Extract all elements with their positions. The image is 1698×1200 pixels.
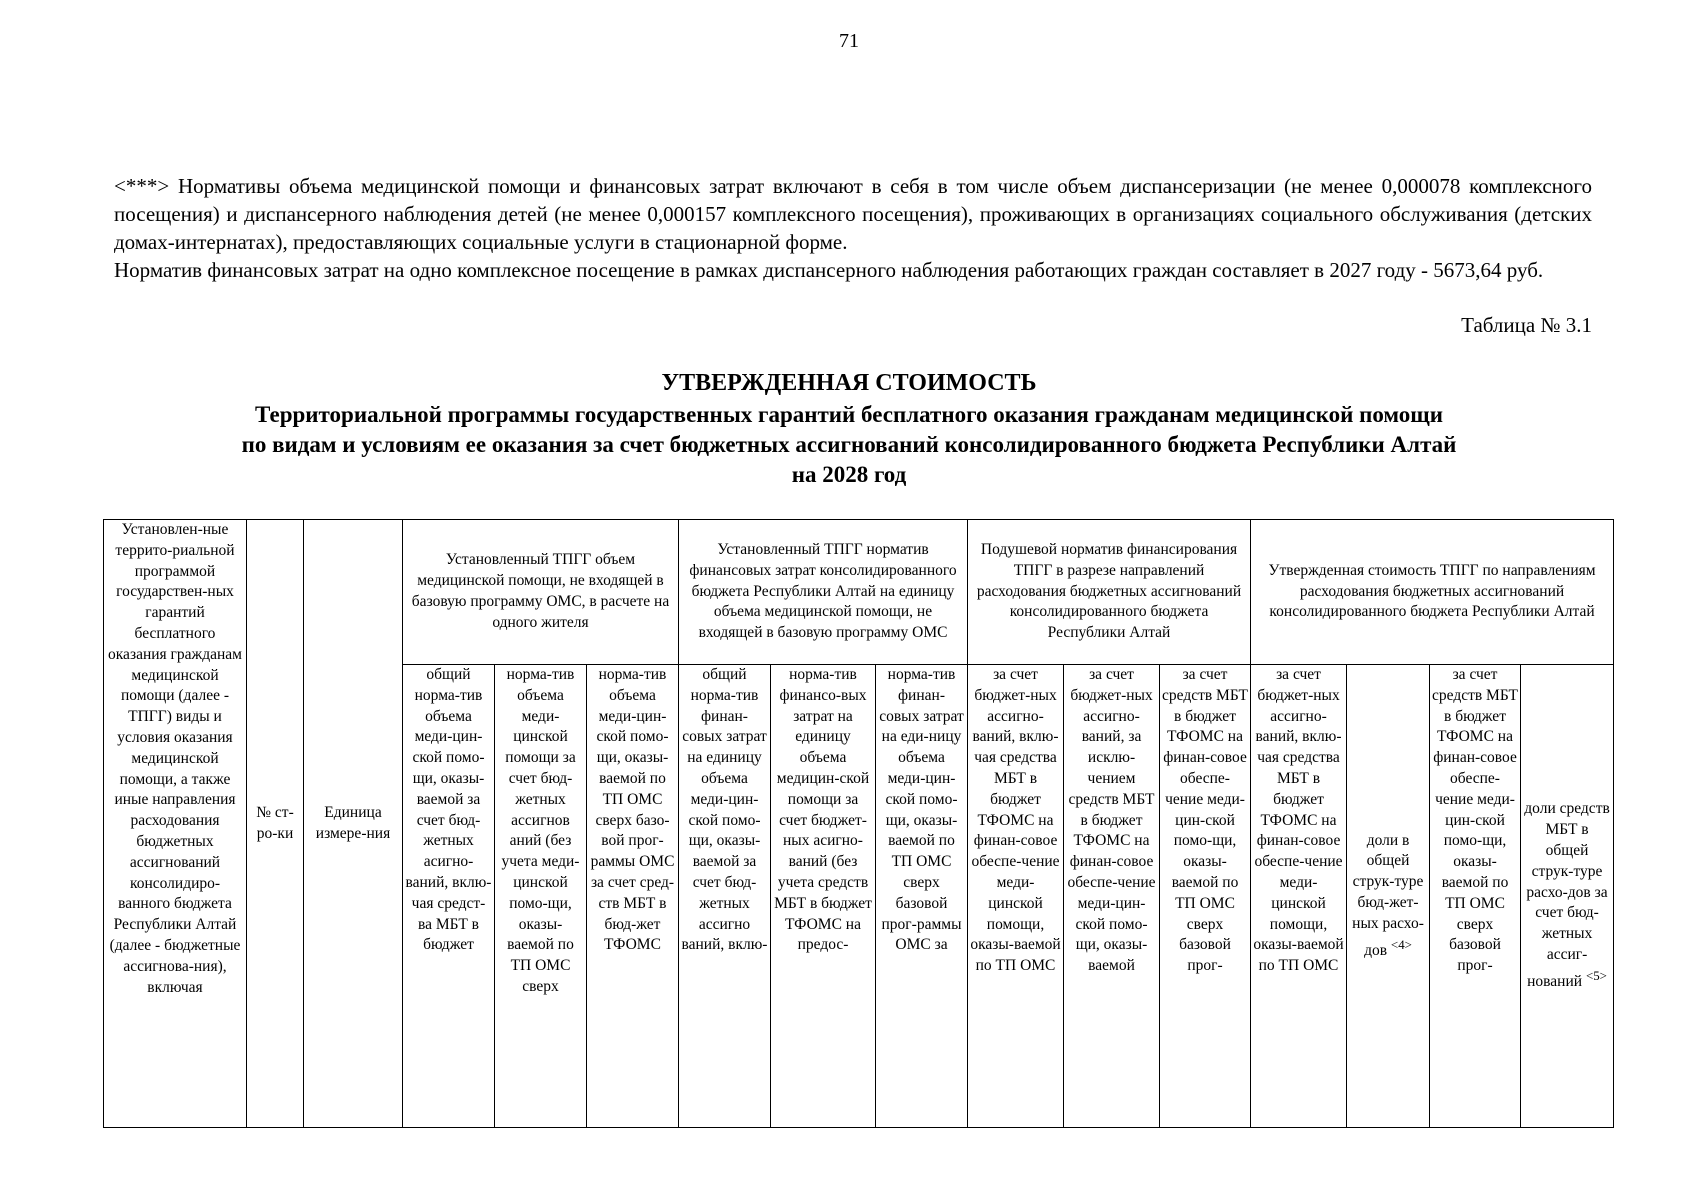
cost-table	[103, 519, 1614, 1128]
subheader-cell: за счет бюджет-ных ассигно-ваний, вклю-чая средства МБТ в бюджет ТФОМС на финан-совое обеспе-чение меди-цинской помощи, оказы-ваемой по ТП ОМС	[1251, 665, 1347, 1128]
heading-line: по видам и условиям ее оказания за счет бюджетных ассигнований консолидированного бюджета Республики Алтай	[241, 432, 1457, 457]
subheader-cell: общий норма-тив финан-совых затрат на единицу объема меди-цин-ской помо-щи, оказы-ваемой за счет бюд-жетных ассигно ваний, вклю-	[679, 665, 771, 1128]
footnote-paragraph: <***> Нормативы объема медицинской помощи и финансовых затрат включают в себя в том числе объем диспансеризации (не менее 0,000078 комплексного посещения) и диспансерного наблюдения детей (не менее 0,000157 комплексного посещения), проживающих в организациях социального обслуживания (детских домах-интернатах), предоставляющих социальные услуги в стационарной форме.	[114, 174, 1592, 254]
subheader-share-mbt-text: доли средств МБТ в общей струк-туре расхо-дов за счет бюд-жетных ассиг-нований	[1524, 800, 1610, 990]
header-group-cost: Установленный ТПГГ норматив финансовых затрат консолидированного бюджета Республики Алтай на единицу объема медицинской помощи, не входящей в базовую программу ОМС	[679, 520, 968, 665]
subheader-cell: норма-тив объема меди-цин-ской помо-щи, оказы-ваемой по ТП ОМС сверх базо-вой прог-раммы ОМС за счет сред-ств МБТ в бюд-жет ТФОМС	[587, 665, 679, 1128]
subheader-share-budget	[1347, 665, 1430, 1128]
footnote-ref-5: <5>	[1585, 967, 1607, 983]
subheader-cell: норма-тив финан-совых затрат на еди-ницу объема меди-цин-ской помо-щи, оказы-ваемой по ТП ОМС сверх базовой прог-раммы ОМС за	[876, 665, 968, 1128]
heading-line: на 2028 год	[791, 462, 907, 487]
subheader-share-mbt	[1521, 665, 1614, 1128]
table-number: Таблица № 3.1	[1461, 313, 1592, 337]
header-unit: Единица измере-ния	[304, 520, 403, 1128]
heading-line: Территориальной программы государственных гарантий бесплатного оказания гражданам медицинской помощи	[255, 402, 1443, 427]
subheader-cell: норма-тив финансо-вых затрат на единицу объема медицин-ской помощи за счет бюджет-ных асигно-ваний (без учета средств МБТ в бюджет ТФОМС на предос-	[771, 665, 876, 1128]
header-group-approved-cost: Утвержденная стоимость ТПГГ по направлениям расходования бюджетных ассигнований консолидированного бюджета Республики Алтай	[1251, 520, 1614, 665]
header-group-volume: Установленный ТПГГ объем медицинской помощи, не входящей в базовую программу ОМС, в расчете на одного жителя	[403, 520, 679, 665]
subheader-cell: норма-тив объема меди-цинской помощи за счет бюд-жетных ассигнов аний (без учета меди-цинской помо-щи, оказы-ваемой по ТП ОМС сверх	[495, 665, 587, 1128]
table-heading	[0, 368, 1698, 490]
subheader-cell: за счет бюджет-ных ассигно-ваний, вклю-чая средства МБТ в бюджет ТФОМС на финан-совое обеспе-чение меди-цинской помощи, оказы-ваемой по ТП ОМС	[968, 665, 1064, 1128]
footnote-paragraph: Норматив финансовых затрат на одно комплексное посещение в рамках диспансерного наблюдения работающих граждан составляет в 2027 году - 5673,64 руб.	[114, 258, 1544, 282]
page-number: 71	[839, 30, 859, 52]
header-care-type: Установлен-ные террито-риальной программой государствен-ных гарантий бесплатного оказания гражданам медицинской помощи (далее - ТПГГ) виды и условия оказания медицинской помощи, а также иные направления расходования бюджетных ассигнований консолидиро-ванного бюджета Республики Алтай (далее - бюджетные ассигнова-ния), включая	[104, 520, 247, 1128]
subheader-cell: за счет средств МБТ в бюджет ТФОМС на финан-совое обеспе-чение меди-цин-ской помо-щи, оказы-ваемой по ТП ОМС сверх базовой прог-	[1430, 665, 1521, 1128]
header-group-per-capita: Подушевой норматив финансирования ТПГГ в разрезе направлений расходования бюджетных ассигнований консолидированного бюджета Республики Алтай	[968, 520, 1251, 665]
subheader-cell: общий норма-тив объема меди-цин-ской помо-щи, оказы-ваемой за счет бюд-жетных асигно-ваний, вклю-чая средст-ва МБТ в бюджет	[403, 665, 495, 1128]
footnote	[114, 172, 1592, 284]
subheader-share-budget-text: доли в общей струк-туре бюд-жет-ных расхо-дов	[1352, 831, 1424, 959]
header-row-number: № ст-ро-ки	[247, 520, 304, 1128]
subheader-cell: за счет бюджет-ных ассигно-ваний, за исклю-чением средств МБТ в бюджет ТФОМС на финан-совое обеспе-чение меди-цин-ской помо-щи, оказы-ваемой	[1064, 665, 1160, 1128]
footnote-ref-4: <4>	[1390, 936, 1412, 952]
subheader-cell: за счет средств МБТ в бюджет ТФОМС на финан-совое обеспе-чение меди-цин-ской помо-щи, оказы-ваемой по ТП ОМС сверх базовой прог-	[1160, 665, 1251, 1128]
heading-title: УТВЕРЖДЕННАЯ СТОИМОСТЬ	[661, 370, 1037, 396]
